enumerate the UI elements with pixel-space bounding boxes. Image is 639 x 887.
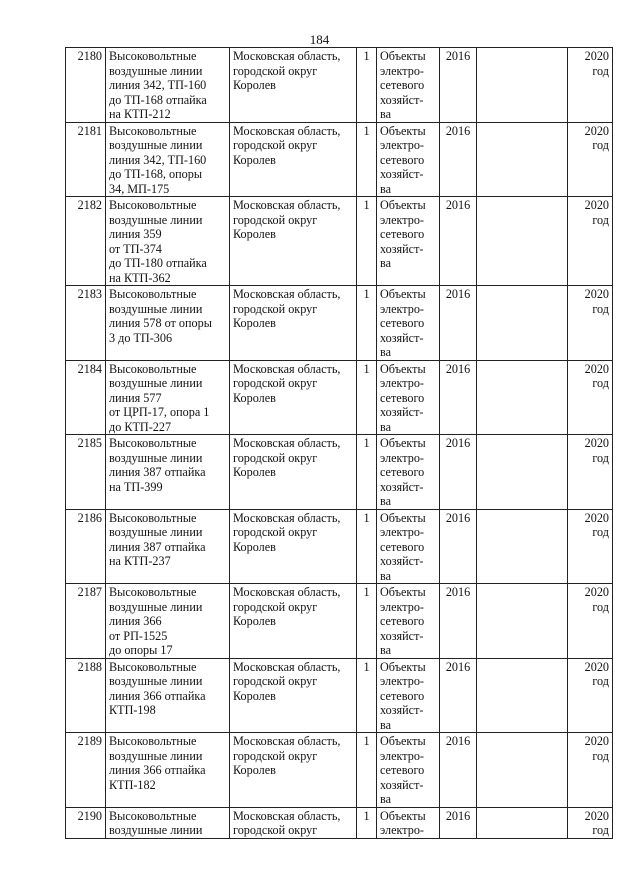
object-location: Московская область, городской округ (230, 807, 357, 838)
object-category: Объекты электро- сетевого хозяйст- ва (377, 435, 440, 510)
object-extra (477, 286, 568, 361)
object-due-year: 2020 год (568, 807, 613, 838)
row-number: 2186 (66, 509, 106, 584)
object-due-year: 2020 год (568, 658, 613, 733)
table-row (66, 197, 613, 286)
object-extra (477, 509, 568, 584)
object-category: Объекты электро- сетевого хозяйст- ва (377, 48, 440, 123)
object-due-year: 2020 год (568, 584, 613, 659)
object-category: Объекты электро- сетевого хозяйст- ва (377, 733, 440, 808)
table-row (66, 807, 613, 838)
object-year: 2016 (440, 122, 477, 197)
object-name: Высоковольтные воздушные линии линия 366 отпайка КТП-182 (106, 733, 230, 808)
table-row (66, 360, 613, 435)
object-year: 2016 (440, 360, 477, 435)
table-row (66, 733, 613, 808)
row-number: 2185 (66, 435, 106, 510)
registry-table (65, 47, 613, 839)
object-location: Московская область, городской округ Королев (230, 509, 357, 584)
object-extra (477, 807, 568, 838)
object-year: 2016 (440, 584, 477, 659)
table-row (66, 48, 613, 123)
object-category: Объекты электро- сетевого хозяйст- ва (377, 286, 440, 361)
object-year: 2016 (440, 197, 477, 286)
object-quantity: 1 (357, 733, 377, 808)
object-category: Объекты электро- сетевого хозяйст- ва (377, 197, 440, 286)
object-category: Объекты электро- сетевого хозяйст- ва (377, 360, 440, 435)
table-row (66, 584, 613, 659)
table-row (66, 122, 613, 197)
object-due-year: 2020 год (568, 286, 613, 361)
object-quantity: 1 (357, 658, 377, 733)
object-name: Высоковольтные воздушные линии линия 366 отпайка КТП-198 (106, 658, 230, 733)
object-extra (477, 658, 568, 733)
object-due-year: 2020 год (568, 435, 613, 510)
row-number: 2182 (66, 197, 106, 286)
row-number: 2183 (66, 286, 106, 361)
object-category: Объекты электро- сетевого хозяйст- ва (377, 509, 440, 584)
object-quantity: 1 (357, 286, 377, 361)
object-quantity: 1 (357, 48, 377, 123)
object-name: Высоковольтные воздушные линии линия 578 от опоры 3 до ТП-306 (106, 286, 230, 361)
object-name: Высоковольтные воздушные линии линия 387 отпайка на ТП-399 (106, 435, 230, 510)
object-name: Высоковольтные воздушные линии линия 577 от ЦРП-17, опора 1 до КТП-227 (106, 360, 230, 435)
object-quantity: 1 (357, 360, 377, 435)
object-extra (477, 360, 568, 435)
object-location: Московская область, городской округ Королев (230, 435, 357, 510)
row-number: 2181 (66, 122, 106, 197)
object-year: 2016 (440, 435, 477, 510)
object-category: Объекты электро- (377, 807, 440, 838)
object-name: Высоковольтные воздушные линии линия 342, ТП-160 до ТП-168 отпайка на КТП-212 (106, 48, 230, 123)
row-number: 2180 (66, 48, 106, 123)
object-location: Московская область, городской округ Королев (230, 584, 357, 659)
object-due-year: 2020 год (568, 509, 613, 584)
object-quantity: 1 (357, 807, 377, 838)
object-extra (477, 197, 568, 286)
object-due-year: 2020 год (568, 197, 613, 286)
object-location: Московская область, городской округ Королев (230, 360, 357, 435)
object-quantity: 1 (357, 122, 377, 197)
object-location: Московская область, городской округ Королев (230, 122, 357, 197)
object-due-year: 2020 год (568, 733, 613, 808)
object-category: Объекты электро- сетевого хозяйст- ва (377, 658, 440, 733)
object-extra (477, 122, 568, 197)
object-category: Объекты электро- сетевого хозяйст- ва (377, 584, 440, 659)
object-name: Высоковольтные воздушные линии линия 387 отпайка на КТП-237 (106, 509, 230, 584)
page-number: 184 (309, 32, 330, 47)
table-row (66, 658, 613, 733)
row-number: 2190 (66, 807, 106, 838)
table-row (66, 509, 613, 584)
object-name: Высоковольтные воздушные линии линия 366 от РП-1525 до опоры 17 (106, 584, 230, 659)
object-location: Московская область, городской округ Королев (230, 197, 357, 286)
object-location: Московская область, городской округ Королев (230, 48, 357, 123)
object-name: Высоковольтные воздушные линии (106, 807, 230, 838)
object-quantity: 1 (357, 584, 377, 659)
object-year: 2016 (440, 48, 477, 123)
object-year: 2016 (440, 509, 477, 584)
object-year: 2016 (440, 733, 477, 808)
object-quantity: 1 (357, 435, 377, 510)
row-number: 2189 (66, 733, 106, 808)
object-location: Московская область, городской округ Королев (230, 658, 357, 733)
object-extra (477, 48, 568, 123)
object-extra (477, 733, 568, 808)
object-quantity: 1 (357, 197, 377, 286)
object-extra (477, 584, 568, 659)
object-name: Высоковольтные воздушные линии линия 342, ТП-160 до ТП-168, опоры 34, МП-175 (106, 122, 230, 197)
object-category: Объекты электро- сетевого хозяйст- ва (377, 122, 440, 197)
object-due-year: 2020 год (568, 48, 613, 123)
object-name: Высоковольтные воздушные линии линия 359 от ТП-374 до ТП-180 отпайка на КТП-362 (106, 197, 230, 286)
object-year: 2016 (440, 658, 477, 733)
table-row (66, 435, 613, 510)
object-due-year: 2020 год (568, 360, 613, 435)
object-location: Московская область, городской округ Королев (230, 286, 357, 361)
object-year: 2016 (440, 807, 477, 838)
table-row (66, 286, 613, 361)
row-number: 2184 (66, 360, 106, 435)
object-year: 2016 (440, 286, 477, 361)
object-extra (477, 435, 568, 510)
object-due-year: 2020 год (568, 122, 613, 197)
object-quantity: 1 (357, 509, 377, 584)
row-number: 2188 (66, 658, 106, 733)
row-number: 2187 (66, 584, 106, 659)
object-location: Московская область, городской округ Королев (230, 733, 357, 808)
